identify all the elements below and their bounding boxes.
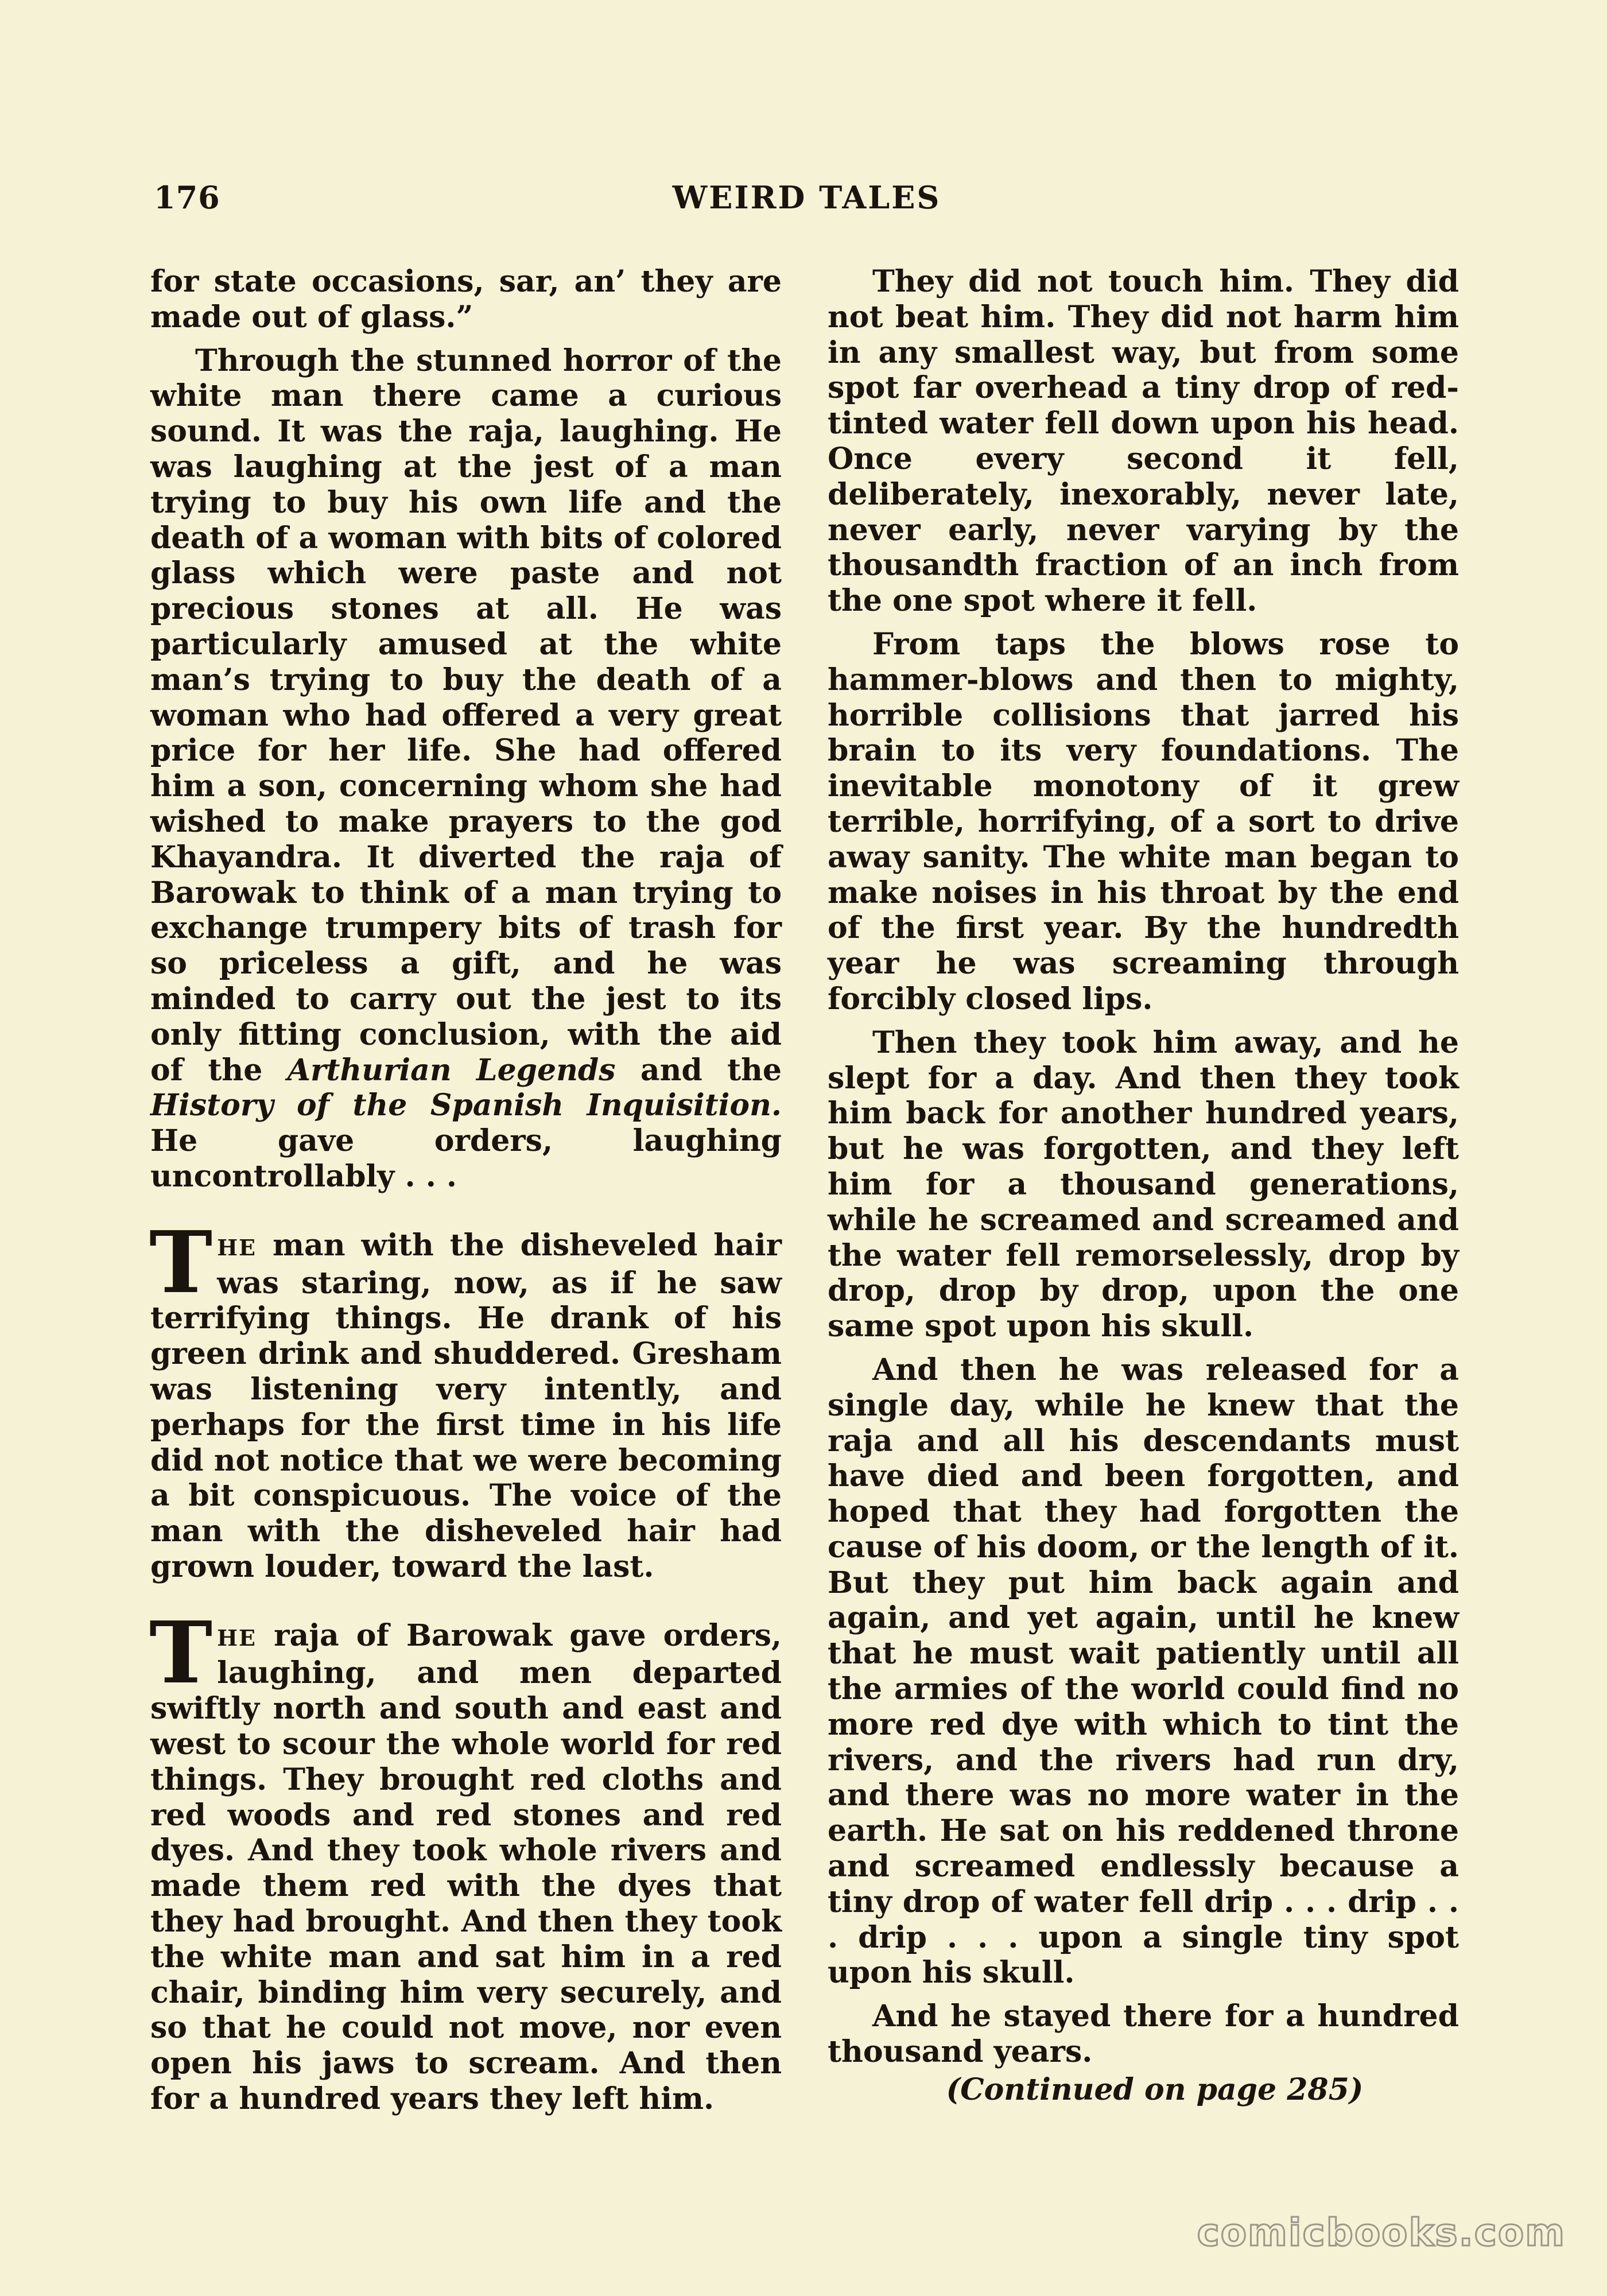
text-run: man with the disheveled hair was staring, now, as if he saw terrifying things. He drank of his green drink and shuddered. Gresham was listening very intently, and perhaps for the first time in his life did not notice that we were becoming a bit conspicuous. The voice of the man with the disheveled hair had grown louder, toward the last. (150, 1227, 782, 1584)
text-run: raja of Barowak gave orders, laughing, and men departed swiftly north and south and east and west to scour the whole world for red things. They brought red cloths and red woods and red stones and red dyes. And they took whole rivers and made them red with the dyes that they had brought. And then they took the white man and sat him in a red chair, binding him very securely, and so that he could not move, nor even open his jaws to scream. And then for a hundred years they left him. (150, 1618, 782, 2117)
drop-cap: T (149, 1212, 213, 1312)
page-number: 176 (154, 179, 220, 216)
right-column (828, 264, 1459, 2108)
small-caps-word: HE (217, 1234, 257, 1261)
section-paragraph (149, 1212, 782, 1585)
paragraph: And then he was released for a single day, while he knew that the raja and all his descendants must have died and been forgotten, and hoped that they had forgotten the cause of his doom, or the length of it. But they put him back again and again, and yet again, until he knew that he must wait patiently until all the armies of the world could find no more red dye with which to tint the rivers, and the rivers had run dry, and there was no more water in the earth. He sat on his reddened throne and screamed endlessly because a tiny drop of water fell drip . . . drip . . . drip . . . upon a single tiny spot upon his skull. (828, 1352, 1459, 1991)
section-paragraph (149, 1602, 782, 2117)
text-run: He gave orders, laughing uncontrollably . . . (150, 1123, 782, 1194)
drop-cap: T (149, 1602, 213, 1702)
paragraph: They did not touch him. They did not beat him. They did not harm him in any smallest way, but from some spot far overhead a tiny drop of red-tinted water fell down upon his head. Once every second it fell, deliberately, inexorably, never late, never early, never varying by the thousandth fraction of an inch from the one spot where it fell. (828, 264, 1459, 619)
book-title: History of the Spanish Inquisition. (150, 1088, 782, 1123)
left-column (150, 264, 782, 2117)
small-caps-word: HE (217, 1624, 257, 1651)
running-head (154, 179, 1460, 225)
text-run: Through the stunned horror of the white man there came a curious sound. It was the raja, laughing. He was laughing at the jest of a man trying to buy his own life and the death of a woman with bits of colored glass which were paste and not precious stones at all. He was particularly amused at the white man’s trying to buy the death of a woman who had offered a very great price for her life. She had offered him a son, concerning whom she had wished to make prayers to the god Khayandra. It diverted the raja of Barowak to think of a man trying to exchange trumpery bits of trash for so priceless a gift, and he was minded to carry out the jest to its only fitting conclusion, with the aid of the (150, 343, 782, 1088)
paragraph: And he stayed there for a hundred thousand years. (828, 1999, 1459, 2070)
continued-note: (Continued on page 285) (946, 2072, 1364, 2107)
book-title: Arthurian Legends (287, 1052, 616, 1088)
text-run: and the (640, 1052, 782, 1088)
paragraph: for state occasions, sar, an’ they are made out of glass.” (150, 264, 782, 335)
paragraph: Then they took him away, and he slept for a day. And then they took him back for another hundred years, but he was forgotten, and they left him for a thousand generations, while he screamed and screamed and the water fell remorselessly, drop by drop, drop by drop, upon the one same spot upon his skull. (828, 1025, 1459, 1344)
magazine-title: WEIRD TALES (672, 179, 941, 216)
paragraph: From taps the blows rose to hammer-blows and then to mighty, horrible collisions that jarred his brain to its very foundations. The inevitable monotony of it grew terrible, horrifying, of a sort to drive away sanity. The white man began to make noises in his throat by the end of the first year. By the hundredth year he was screaming through forcibly closed lips. (828, 626, 1459, 1017)
watermark: comicbooks.com (1197, 2210, 1566, 2255)
paragraph (150, 343, 782, 1194)
